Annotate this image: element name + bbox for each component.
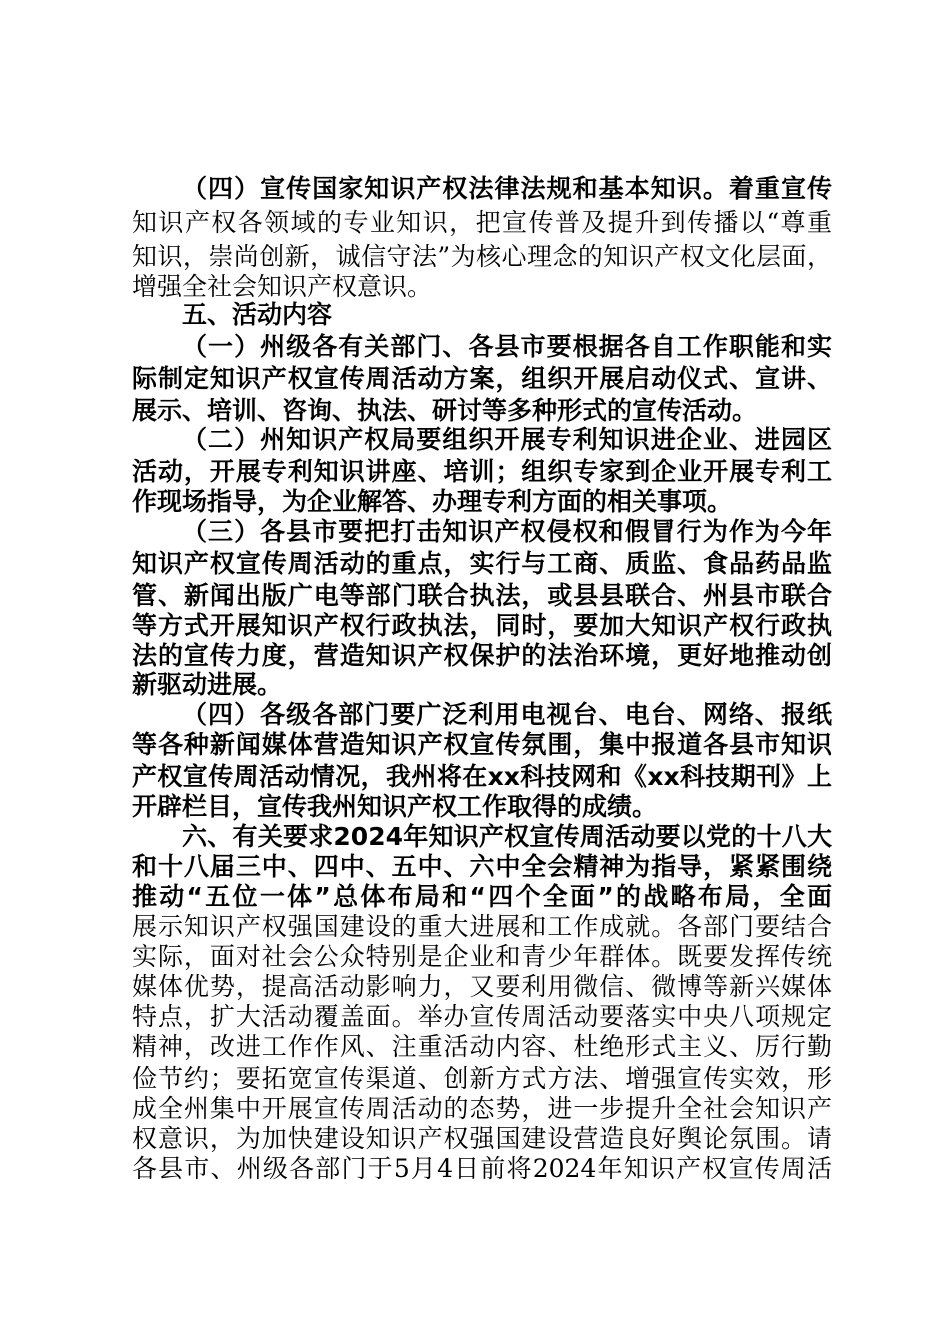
text-line: 知识产权宣传周活动的重点，实行与工商、质监、食品药品监	[132, 549, 832, 578]
text-line: 产权宣传周活动情况，我州将在xx科技网和《xx科技期刊》上	[132, 762, 832, 791]
text-line: 开辟栏目，宣传我州知识产权工作取得的成绩。	[132, 792, 658, 821]
text-line: 媒体优势，提高活动影响力，又要利用微信、微博等新兴媒体	[132, 972, 832, 1001]
text-line: 活动，开展专利知识讲座、培训；组织专家到企业开展专利工	[132, 457, 832, 486]
text-line: 际制定知识产权宣传周活动方案，组织开展启动仪式、宣讲、	[132, 364, 832, 393]
text-line: 展示知识产权强国建设的重大进展和工作成就。各部门要结合	[132, 912, 832, 941]
text-line: 成全州集中开展宣传周活动的态势，进一步提升全社会知识产	[132, 1094, 832, 1123]
text-line: （一）州级各有关部门、各县市要根据各自工作职能和实	[182, 332, 832, 361]
text-line: （三）各县市要把打击知识产权侵权和假冒行为作为今年	[182, 517, 832, 546]
text-line: 等方式开展知识产权行政执法，同时，要加大知识产权行政执	[132, 611, 832, 640]
text-line: 特点，扩大活动覆盖面。举办宣传周活动要落实中央八项规定	[132, 1002, 832, 1031]
text-line: 各县市、州级各部门于5月4日前将2024年知识产权宣传周活	[132, 1154, 832, 1183]
text-line: 管、新闻出版广电等部门联合执法，或县县联合、州县市联合	[132, 581, 832, 610]
text-line: 增强全社会知识产权意识。	[132, 272, 433, 301]
text-line: 推动“五位一体”总体布局和“四个全面”的战略布局，全面	[132, 882, 832, 911]
text-line: 展示、培训、咨询、执法、研讨等多种形式的宣传活动。	[132, 396, 758, 425]
text-line: 和十八届三中、四中、五中、六中全会精神为指导，紧紧围绕	[132, 852, 832, 881]
text-line: 知识，崇尚创新，诚信守法”为核心理念的知识产权文化层面，	[132, 242, 832, 271]
section-heading: 五、活动内容	[182, 300, 333, 329]
text-line: 法的宣传力度，营造知识产权保护的法治环境，更好地推动创	[132, 641, 832, 670]
text-line: 六、有关要求2024年知识产权宣传周活动要以党的十八大	[182, 822, 832, 851]
text-line: 知识产权各领域的专业知识，把宣传普及提升到传播以“尊重	[132, 208, 832, 237]
text-line: 权意识，为加快建设知识产权强国建设营造良好舆论氛围。请	[132, 1124, 832, 1153]
text-line: 等各种新闻媒体营造知识产权宣传氛围，集中报道各县市知识	[132, 730, 832, 759]
text-line: （四）各级各部门要广泛利用电视台、电台、网络、报纸	[182, 700, 832, 729]
text-line: （四）宣传国家知识产权法律法规和基本知识。着重宣传	[182, 174, 832, 203]
text-line: 实际，面对社会公众特别是企业和青少年群体。既要发挥传统	[132, 942, 832, 971]
text-line: 精神，改进工作作风、注重活动内容、杜绝形式主义、厉行勤	[132, 1032, 832, 1061]
text-line: 新驱动进展。	[132, 670, 283, 699]
text-line: 作现场指导，为企业解答、办理专利方面的相关事项。	[132, 487, 733, 516]
text-line: 俭节约；要拓宽宣传渠道、创新方式方法、增强宣传实效，形	[132, 1064, 832, 1093]
text-line: （二）州知识产权局要组织开展专利知识进企业、进园区	[182, 425, 832, 454]
